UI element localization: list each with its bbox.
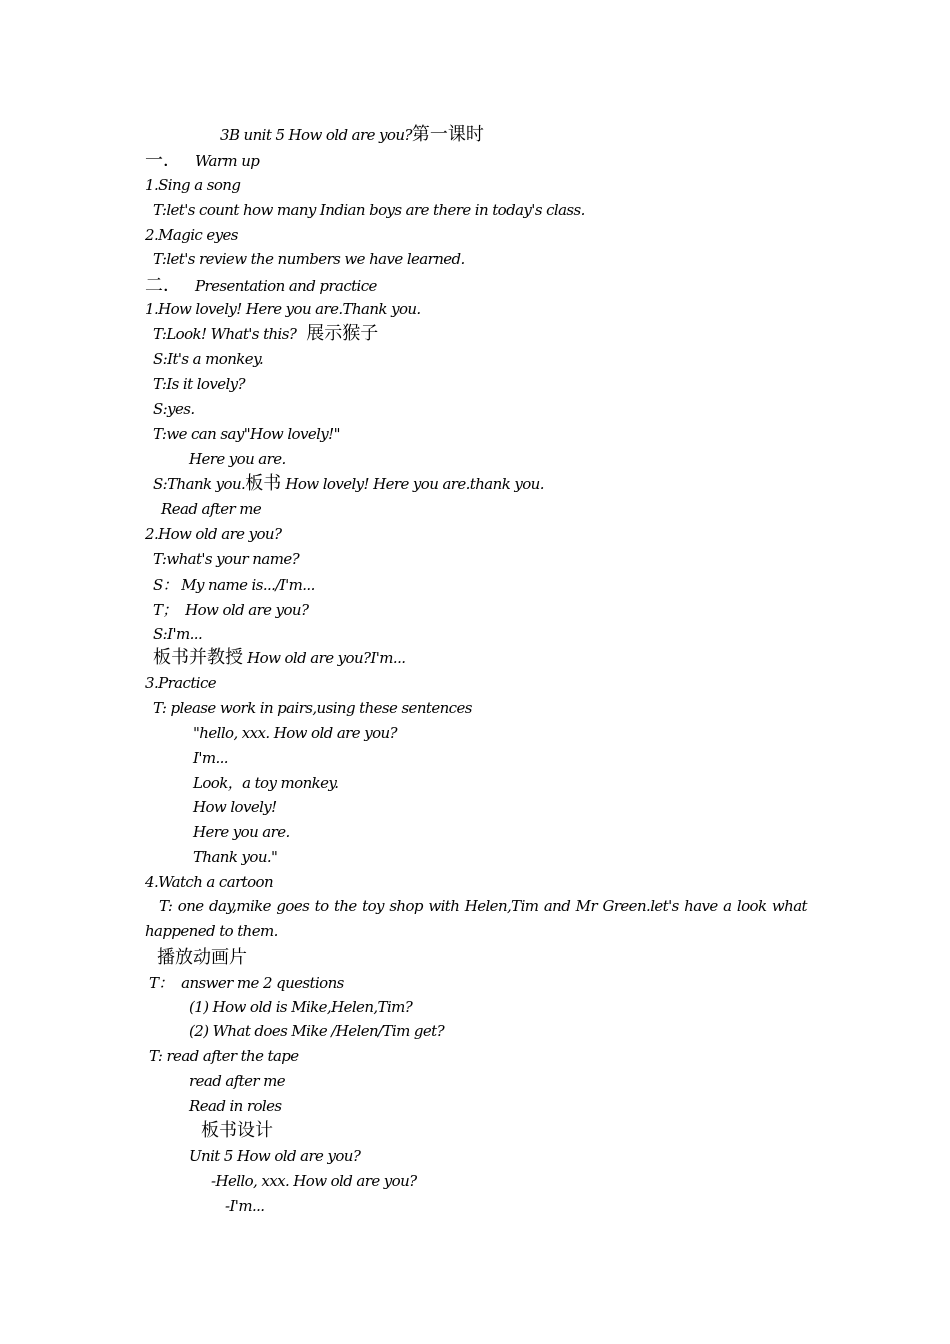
student-line: S： My name is.../I'm... [153, 576, 315, 594]
question-line: (2) What does Mike /Helen/Tim get? [189, 1022, 445, 1040]
student-line [153, 474, 544, 494]
student-line: S:yes. [153, 400, 195, 418]
teacher-line: T:let's count how many Indian boys are there in today's class. [153, 201, 585, 219]
activity-note-cn [157, 948, 247, 968]
doc-title-en: 3B unit 5 How old are you? [220, 126, 412, 144]
item-sing-a-song: 1.Sing a song [145, 176, 241, 194]
board-note-cn: 板书并教授 [153, 647, 243, 668]
section-heading-presentation [145, 276, 377, 296]
teacher-line: T: read after the tape [149, 1047, 299, 1065]
board-note-line [153, 648, 405, 668]
dialogue-line: Thank you." [193, 848, 278, 866]
section-heading-warm-up [145, 151, 259, 171]
teacher-line: T:Is it lovely? [153, 375, 246, 393]
section-title: Warm up [195, 152, 260, 170]
student-line-en: S:Thank you. [153, 475, 246, 493]
teacher-line: T:what's your name? [153, 550, 300, 568]
dialogue-line: "hello, xxx. How old are you? [193, 724, 397, 742]
question-line: (1) How old is Mike,Helen,Tim? [189, 998, 413, 1016]
dialogue-line: Here you are. [193, 823, 290, 841]
board-note-en: How old are you?I'm... [247, 649, 406, 667]
board-design-line: Unit 5 How old are you? [189, 1147, 361, 1165]
board-design-line: -Hello, xxx. How old are you? [211, 1172, 417, 1190]
student-line: S:It's a monkey. [153, 350, 264, 368]
board-note-cn: 板书 [245, 473, 282, 494]
section-title: Presentation and practice [195, 277, 377, 295]
board-design-label-cn: 板书设计 [201, 1120, 273, 1141]
teacher-line: T： answer me 2 questions [149, 974, 344, 992]
board-design-heading [201, 1121, 273, 1141]
instruction-line: read after me [189, 1072, 285, 1090]
item-magic-eyes: 2.Magic eyes [145, 226, 238, 244]
section-number-cn: 一． [145, 150, 181, 171]
teacher-line: T:let's review the numbers we have learned. [153, 250, 465, 268]
teacher-line: T: please work in pairs,using these sentences [153, 699, 472, 717]
doc-title [220, 125, 484, 145]
teacher-paragraph: T: one day,mike goes to the toy shop with Helen,Tim and Mr Green.let's have a look what happened to them. [145, 897, 807, 940]
teacher-line-continued: Here you are. [189, 450, 286, 468]
activity-note-text: 播放动画片 [157, 947, 247, 968]
section-number-cn: 二． [145, 275, 181, 296]
item-watch-cartoon: 4.Watch a cartoon [145, 873, 274, 891]
item-how-old: 2.How old are you? [145, 525, 282, 543]
item-how-lovely: 1.How lovely! Here you are.Thank you. [145, 300, 421, 318]
board-design-line: -I'm... [225, 1197, 265, 1215]
dialogue-line: I'm... [193, 749, 228, 767]
item-practice: 3.Practice [145, 674, 217, 692]
doc-title-cn: 第一课时 [411, 124, 484, 145]
teacher-line-en: T:Look! What's this? [153, 325, 297, 343]
teacher-line [153, 324, 378, 344]
dialogue-line: Look，a toy monkey. [193, 774, 339, 792]
teacher-line: T:we can say"How lovely!" [153, 425, 340, 443]
board-note-en: How lovely! Here you are.thank you. [285, 475, 544, 493]
dialogue-line: How lovely! [193, 798, 277, 816]
instruction-line: Read in roles [189, 1097, 282, 1115]
teacher-line-note-cn: 展示猴子 [306, 323, 379, 344]
student-line: S:I'm... [153, 625, 203, 643]
instruction-line: Read after me [161, 500, 262, 518]
teacher-line: T； How old are you? [153, 601, 309, 619]
